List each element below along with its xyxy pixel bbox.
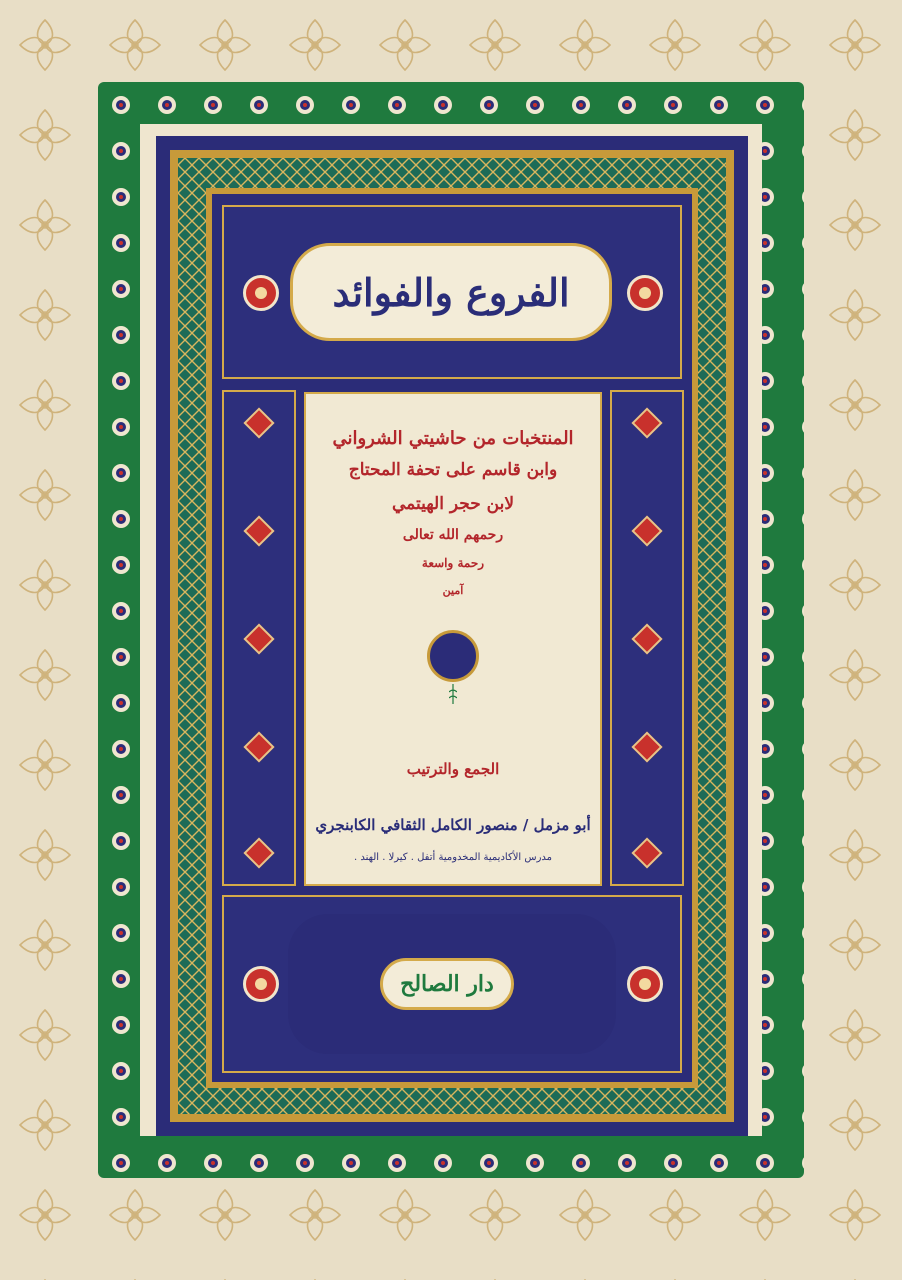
book-title: الفروع والفوائد [332,269,570,315]
publisher-name: دار الصالح [400,971,494,997]
rosette-icon [243,966,279,1002]
subtitle-line-3: لابن حجر الهيتمي [391,494,515,514]
flourish-icon [449,684,457,704]
medallion-icon [427,630,479,682]
compiled-by-label: الجمع والترتيب [406,760,500,778]
subtitle-line-5: رحمة واسعة [421,556,485,570]
subtitle-line-4: رحمهم الله تعالى [402,527,504,543]
rosette-icon [243,275,279,311]
publisher-label-box [380,958,514,1010]
title-cartouche [290,243,612,341]
rosette-icon [627,275,663,311]
rosette-icon [627,966,663,1002]
subtitle-line-1: المنتخبات من حاشيتي الشرواني [332,428,574,449]
author-name: أبو مزمل / منصور الكامل الثقافي الكابنجري [315,816,591,834]
subtitle-line-2: وابن قاسم على تحفة المحتاج [348,460,558,480]
author-description: مدرس الأكاديمية المخدومية أتفل . كيرلا . الهند . [353,852,553,863]
subtitle-line-6: آمين [442,584,464,597]
